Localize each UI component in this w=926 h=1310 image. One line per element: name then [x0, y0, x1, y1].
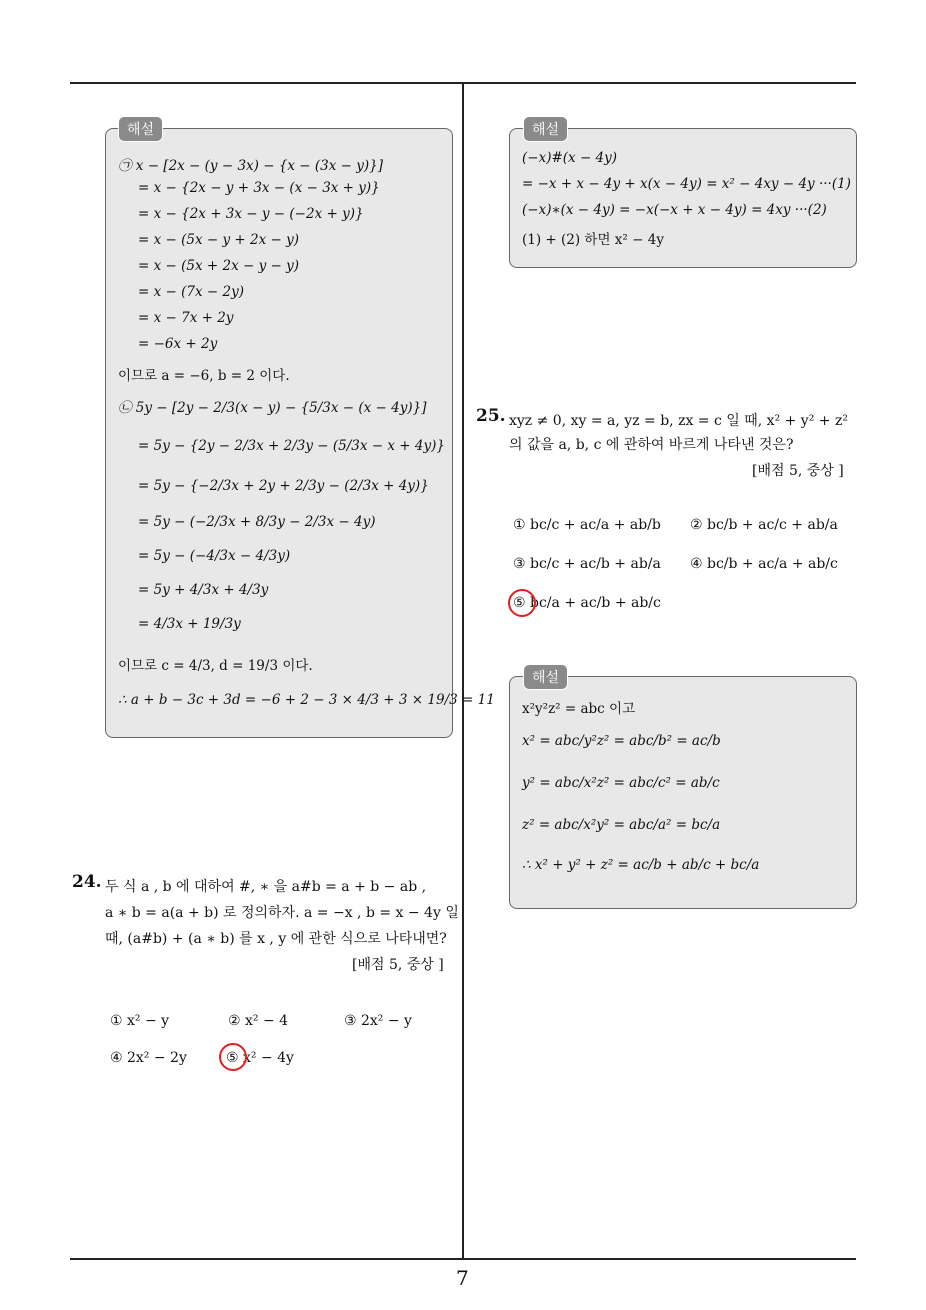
solution-line: = x − (5x + 2x − y − y) [138, 258, 299, 274]
solution-line: (1) + (2) 하면 x² − 4y [522, 232, 664, 248]
solution-line: = x − {2x + 3x − y − (−2x + y)} [138, 206, 364, 222]
solution-line: ㉠ x − [2x − (y − 3x) − {x − (3x − y)}] [118, 158, 384, 174]
solution-line: ㉡ 5y − [2y − 2/3(x − y) − {5/3x − (x − 4y)}] [118, 400, 427, 416]
solution-line: (−x)#(x − 4y) [522, 150, 618, 166]
solution-line: 이므로 a = −6, b = 2 이다. [118, 368, 290, 384]
question-24-line-1: 두 식 a , b 에 대하여 #, ∗ 을 a#b = a + b − ab , [105, 879, 427, 895]
solution-line: 이므로 c = 4/3, d = 19/3 이다. [118, 658, 313, 674]
q25-choice-2[interactable]: ② bc/b + ac/c + ab/a [690, 517, 838, 533]
q25-choice-5[interactable]: ⑤ bc/a + ac/b + ab/c [513, 595, 661, 611]
column-divider [462, 83, 464, 1258]
question-24-points: [배점 5, 중상 ] [352, 957, 444, 973]
solution-line: x²y²z² = abc 이고 [522, 701, 636, 717]
solution-line: = −x + x − 4y + x(x − 4y) = x² − 4xy − 4y ···(1) [522, 176, 851, 192]
page-number: 7 [456, 1266, 469, 1290]
q25-choice-3[interactable]: ③ bc/c + ac/b + ab/a [513, 556, 661, 572]
question-25-line-1: xyz ≠ 0, xy = a, yz = b, zx = c 일 때, x² + y² + z² [509, 413, 848, 429]
solution-line: = 5y − (−4/3x − 4/3y) [138, 548, 291, 564]
q24-choice-3[interactable]: ③ 2x² − y [344, 1013, 412, 1029]
question-24-line-3: 때, (a#b) + (a ∗ b) 를 x , y 에 관한 식으로 나타내면? [105, 931, 447, 947]
footer-rule [70, 1258, 856, 1260]
solution-tag: 해설 [523, 664, 568, 690]
solution-line: x² = abc/y²z² = abc/b² = ac/b [522, 733, 721, 749]
question-number-25: 25. [476, 406, 506, 426]
q25-choice-1[interactable]: ① bc/c + ac/a + ab/b [513, 517, 661, 533]
question-24-line-2: a ∗ b = a(a + b) 로 정의하자. a = −x , b = x − 4y 일 [105, 905, 459, 921]
q24-answer-circle [219, 1043, 247, 1071]
solution-line: z² = abc/x²y² = abc/a² = bc/a [522, 817, 721, 833]
solution-line: = x − {2x − y + 3x − (x − 3x + y)} [138, 180, 380, 196]
solution-line: ∴ a + b − 3c + 3d = −6 + 2 − 3 × 4/3 + 3 × 19/3 = 11 [118, 692, 495, 708]
solution-tag: 해설 [118, 116, 163, 142]
question-number-24: 24. [72, 872, 102, 892]
solution-line: ∴ x² + y² + z² = ac/b + ab/c + bc/a [522, 857, 760, 873]
solution-line: = 4/3x + 19/3y [138, 616, 241, 632]
solution-line: y² = abc/x²z² = abc/c² = ab/c [522, 775, 720, 791]
q25-choice-4[interactable]: ④ bc/b + ac/a + ab/c [690, 556, 838, 572]
q25-answer-circle [508, 589, 536, 617]
solution-line: = x − 7x + 2y [138, 310, 234, 326]
question-25-line-2: 의 값을 a, b, c 에 관하여 바르게 나타낸 것은? [509, 437, 794, 453]
solution-line: = 5y − (−2/3x + 8/3y − 2/3x − 4y) [138, 514, 376, 530]
solution-line: = 5y − {−2/3x + 2y + 2/3y − (2/3x + 4y)} [138, 478, 429, 494]
solution-line: = 5y − {2y − 2/3x + 2/3y − (5/3x − x + 4y)} [138, 438, 445, 454]
q24-choice-1[interactable]: ① x² − y [110, 1013, 170, 1029]
solution-line: = −6x + 2y [138, 336, 218, 352]
solution-line: = x − (5x − y + 2x − y) [138, 232, 299, 248]
solution-line: (−x)∗(x − 4y) = −x(−x + x − 4y) = 4xy ···(2) [522, 202, 827, 218]
q24-choice-2[interactable]: ② x² − 4 [228, 1013, 289, 1029]
question-25-points: [배점 5, 중상 ] [752, 463, 844, 479]
q24-choice-5[interactable]: ⑤ x² − 4y [226, 1050, 294, 1066]
solution-line: = x − (7x − 2y) [138, 284, 244, 300]
solution-tag: 해설 [523, 116, 568, 142]
q24-choice-4[interactable]: ④ 2x² − 2y [110, 1050, 187, 1066]
solution-line: = 5y + 4/3x + 4/3y [138, 582, 269, 598]
